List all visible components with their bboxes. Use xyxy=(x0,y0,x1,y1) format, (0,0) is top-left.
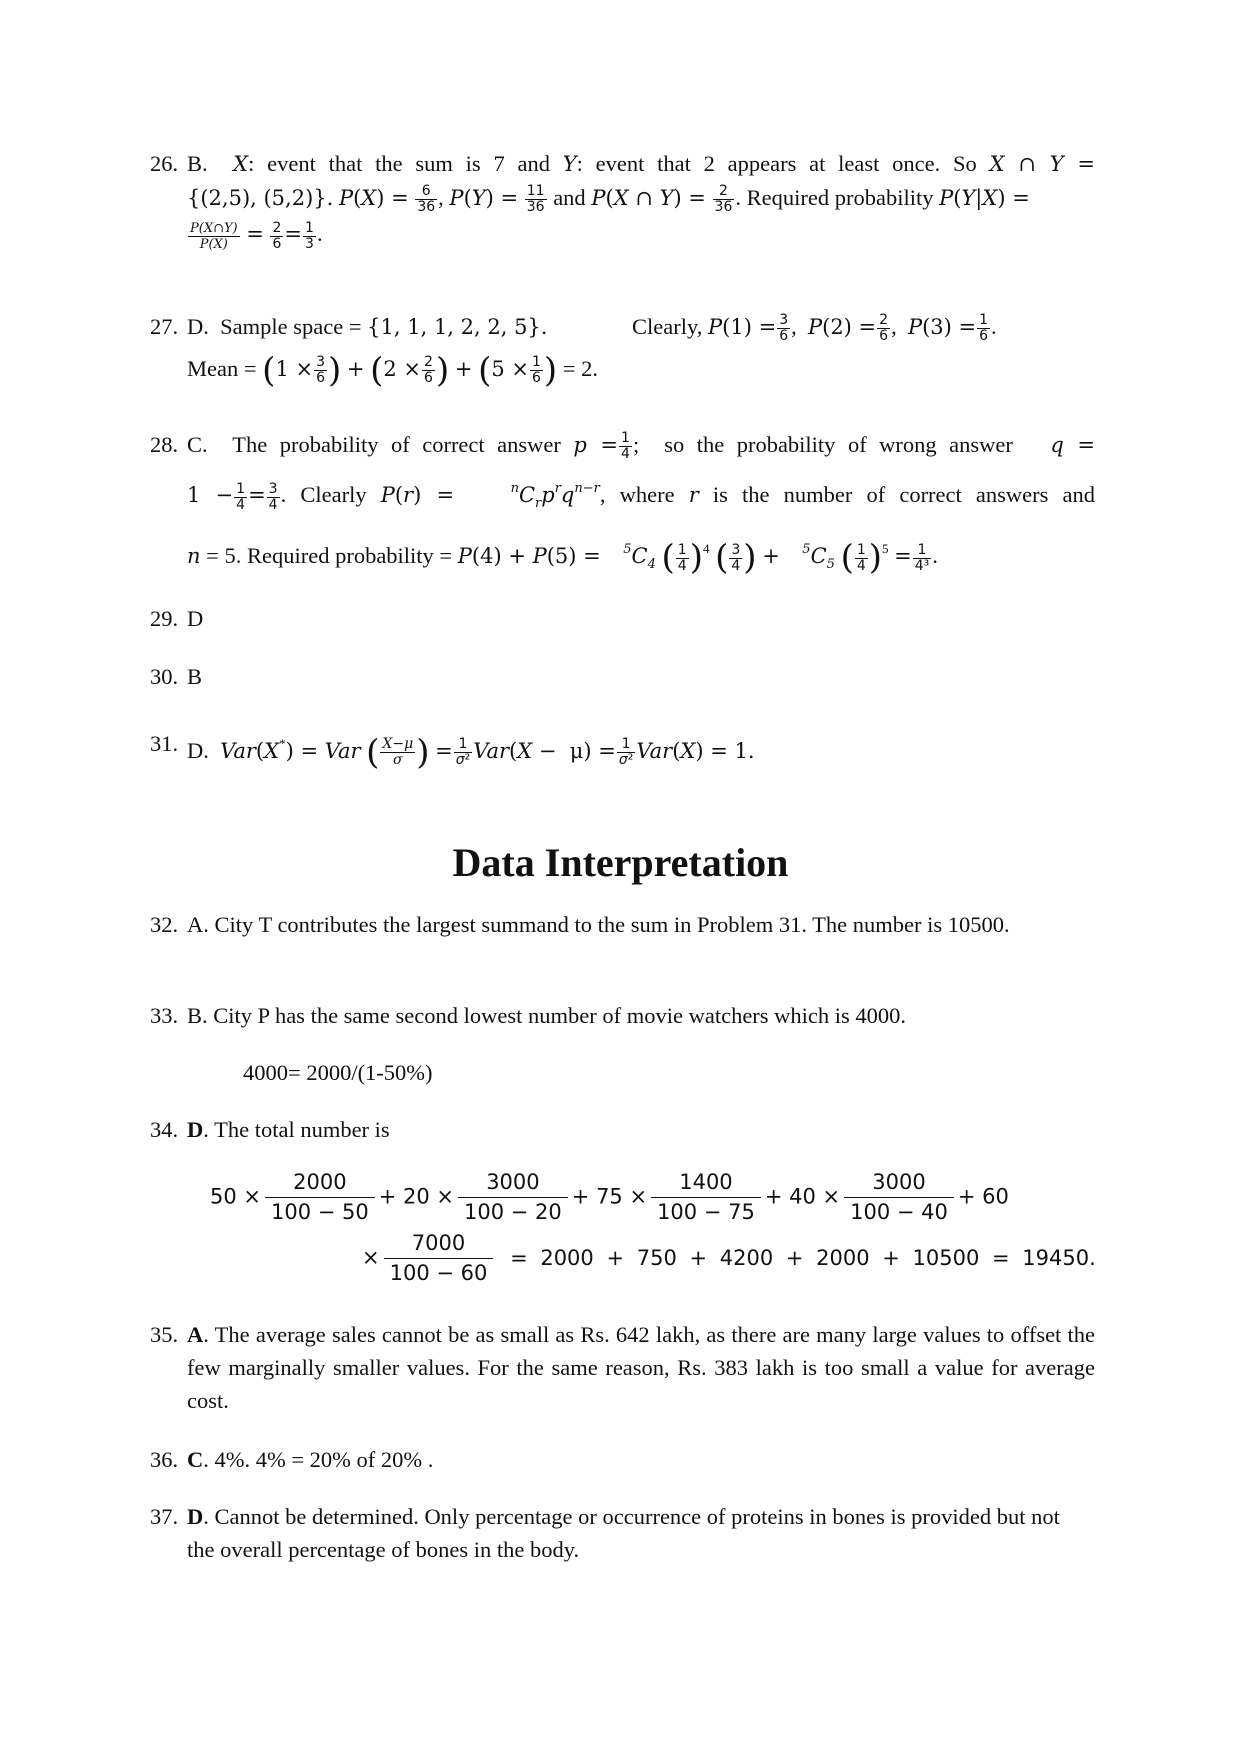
answer-26: 26. B. X: event that the sum is 7 and Y: event that 2 appears at least once. So X ∩ Y = {(2,5), (5,2)}. P(X) = $\frac{6}{36}$ , P(Y) = $\frac{11}{36}$ and P(X ∩ Y) = $\frac{2}{36}$ . Required probability P(Y|X) = $\frac{P(X\cap Y)}{P(X)}$ = $\frac{2}{6}$ = $\frac{1}{3}$ . xyxy=(150,147,1095,257)
answer-35: 35. A. The average sales cannot be as small as Rs. 642 lakh, as there are many large values to offset the few marginally smaller values. For the same reason, Rs. 383 lakh is too small a value for average cost. xyxy=(150,1322,1095,1413)
answer-34: 34. D. The total number is xyxy=(150,1117,390,1142)
answer-33: 33. B. City P has the same second lowest number of movie watchers which is 4000. 4000= 2000/(1-50%) xyxy=(150,999,1095,1089)
answer-31: 31. D. Var(X*) = Var ( $\frac{X-\mu}{\sigma}$ ) = $\frac{1}{\text{σ²}}$ Var(X − μ) = $\frac{1}{\text{σ²}}$ Var(X) = 1. xyxy=(150,731,755,773)
item-number: 26. xyxy=(150,151,179,176)
answer-letter: D xyxy=(187,606,204,631)
section-heading: Data Interpretation xyxy=(452,840,789,885)
answer-36: 36. C. 4%. 4% = 20% of 20% . xyxy=(150,1447,434,1472)
answer-29: 29. D xyxy=(150,606,204,631)
calculation: 4000= 2000/(1-50%) xyxy=(243,1060,433,1085)
item-number: 28. xyxy=(150,432,179,457)
total-formula: 50 × $\frac{2000}{100 - 50}$ + 20 × $\frac{3000}{100 - 20}$ + 75 × $\frac{1400}{100 - 75}$ + 40 × $\frac{3000}{100 - 40}$ + 60 × $\frac{7000}{100 - 60}$ = 2000 + 750 + 4200 + 2000 + 10500 = 19450. xyxy=(210,1170,1096,1285)
answer-27: 27. D. Sample space = {1, 1, 1, 2, 2, 5}. Clearly, P(1) = $\frac{3}{6}$ , P(2) = $\frac{2}{6}$ , P(3) = $\frac{1}{6}$ . Mean = (1 × $\frac{3}{6}$ ) + (2 × $\frac{2}{6}$ ) + (5 × $\frac{1}{6}$ ) = 2. xyxy=(150,310,1095,400)
answer-32: 32. A. City T contributes the largest summand to the sum in Problem 31. The number is 10500. xyxy=(150,912,1010,937)
answer-letter: B xyxy=(187,664,203,689)
total-result: = 2000 + 750 + 4200 + 2000 + 10500 = 19450. xyxy=(510,1245,1096,1270)
answer-28: 28. C. The probability of correct answer p = $\frac{1}{4}$ ; so the probability of wrong answer q = 1 − $\frac{1}{4}$ = $\frac{3}{4}$ . Clearly P(r) = $^nC_rp^rq^{n-r}$, where r is the number of correct answers and n = 5. Required probability = P(4) + P(5) = $^5C_4$ ( $\frac{1}{4}$ )$^4$ ( $\frac{3}{4}$ ) + $^5C_5$ ( $\frac{1}{4}$ )$^5$ = $\frac{1}{\text{4³}}$ . xyxy=(150,428,1095,578)
answer-30: 30. B xyxy=(150,664,203,689)
answer-37: 37. D. Cannot be determined. Only percentage or occurrence of proteins in bones is provided but not the overall percentage of bones in the body. xyxy=(150,1504,1060,1562)
item-number: 27. xyxy=(150,314,179,339)
